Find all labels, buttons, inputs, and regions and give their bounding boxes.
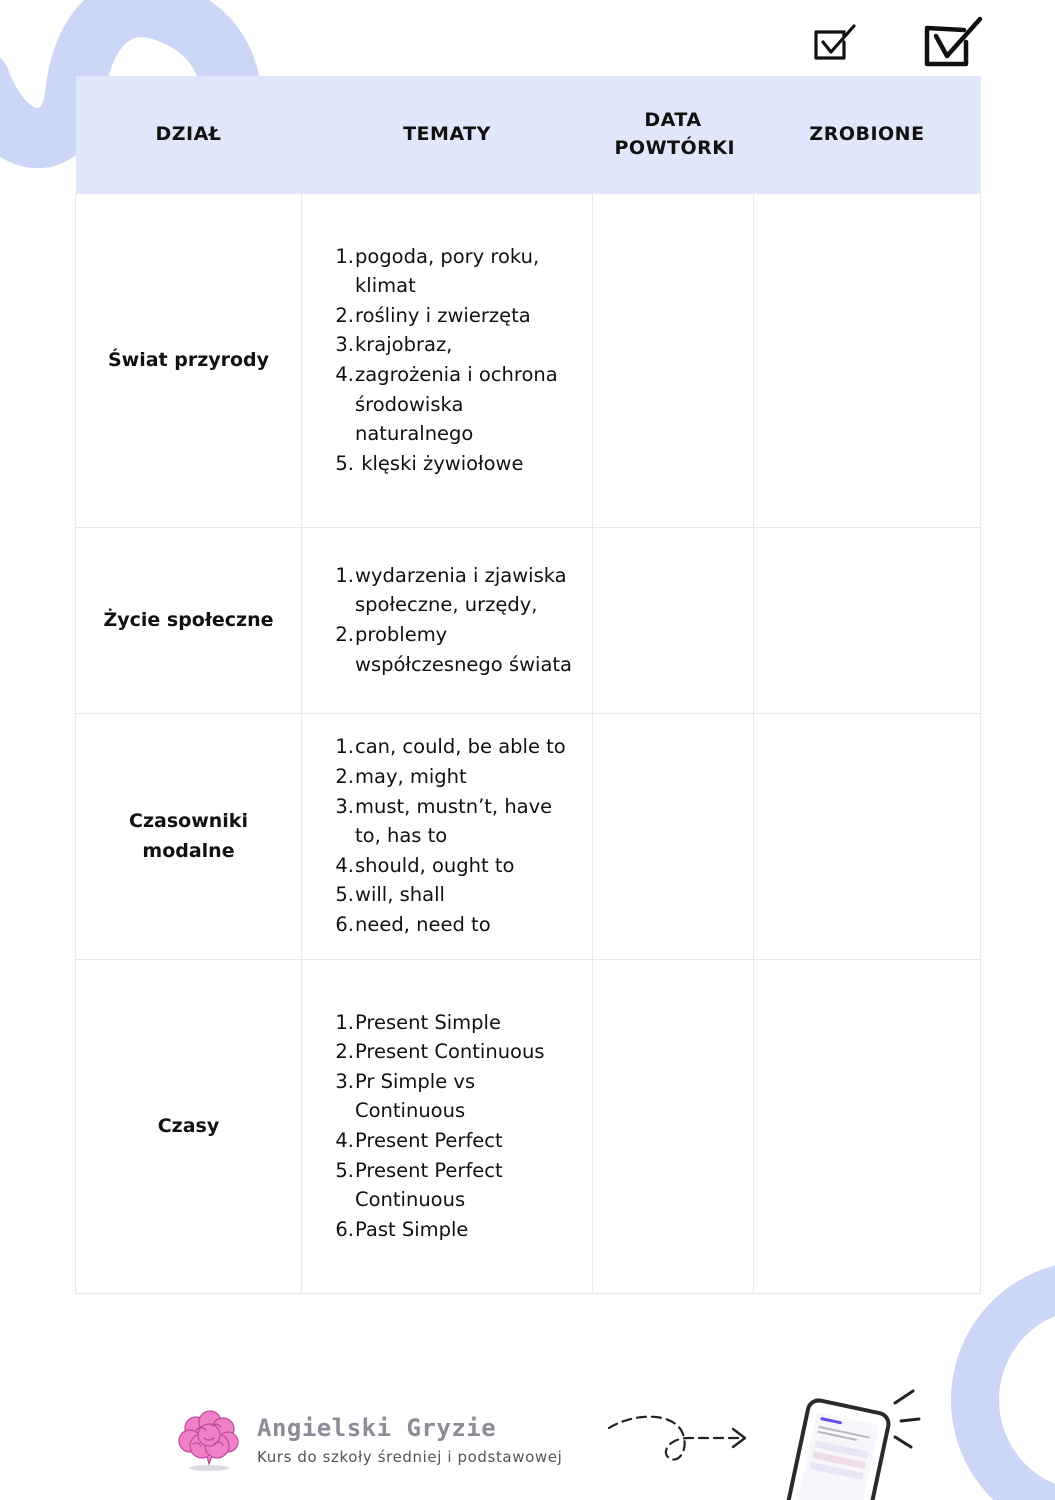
topic-number: 2. xyxy=(335,1040,354,1064)
header-section: DZIAŁ xyxy=(76,76,302,193)
topic-number: 6. xyxy=(335,912,354,936)
topic-text: krajobraz, xyxy=(355,333,453,357)
brand-tagline: Kurs do szkoły średniej i podstawowej xyxy=(257,1448,563,1466)
header-done: ZROBIONE xyxy=(754,76,981,193)
header-topics: TEMATY xyxy=(302,76,593,193)
done-cell[interactable] xyxy=(754,193,981,527)
list-item xyxy=(328,1067,582,1126)
topics-cell xyxy=(302,527,593,713)
topics-list xyxy=(328,1008,582,1245)
topics-list xyxy=(328,242,582,479)
topic-text: Present Continuous xyxy=(355,1040,545,1064)
brain-icon xyxy=(176,1408,242,1474)
topic-text: Pr Simple vs Continuous xyxy=(355,1069,482,1123)
checkbox-checked-icon xyxy=(920,14,986,70)
topic-number: 1. xyxy=(335,1010,354,1034)
revision-plan-table xyxy=(75,76,981,1294)
review-date-cell[interactable] xyxy=(593,193,754,527)
topic-text: Present Simple xyxy=(355,1010,501,1034)
list-item xyxy=(328,561,582,620)
review-date-cell[interactable] xyxy=(593,527,754,713)
list-item xyxy=(328,1037,582,1067)
list-item xyxy=(328,910,582,940)
section-cell: Życie społeczne xyxy=(76,527,302,713)
list-item xyxy=(328,1008,582,1038)
topic-number: 2. xyxy=(335,303,354,327)
list-item xyxy=(328,1156,582,1215)
section-cell: Czasowniki modalne xyxy=(76,713,302,959)
table-row xyxy=(76,193,981,527)
done-cell[interactable] xyxy=(754,527,981,713)
topic-number: 4. xyxy=(335,853,354,877)
topic-text: zagrożenia i ochrona środowiska naturalnego xyxy=(355,363,564,446)
table-row xyxy=(76,527,981,713)
done-cell[interactable] xyxy=(754,959,981,1293)
list-item xyxy=(328,762,582,792)
topics-cell xyxy=(302,713,593,959)
topic-text: Past Simple xyxy=(355,1217,469,1241)
section-cell: Czasy xyxy=(76,959,302,1293)
section-cell: Świat przyrody xyxy=(76,193,302,527)
topic-text: wydarzenia i zjawiska społeczne, urzędy, xyxy=(355,563,573,617)
topics-list xyxy=(328,732,582,939)
topic-text: rośliny i zwierzęta xyxy=(355,303,531,327)
topic-text: Present Perfect Continuous xyxy=(355,1158,509,1212)
topic-number: 6. xyxy=(335,1217,354,1241)
topics-cell xyxy=(302,959,593,1293)
topic-text: will, shall xyxy=(355,883,445,907)
list-item xyxy=(328,792,582,851)
topic-number: 2. xyxy=(335,765,354,789)
checkbox-checked-icon xyxy=(810,22,860,64)
list-item xyxy=(328,360,582,449)
review-date-cell[interactable] xyxy=(593,959,754,1293)
topic-text: Present Perfect xyxy=(355,1129,503,1152)
table-row xyxy=(76,959,981,1293)
topic-number: 3. xyxy=(335,794,354,818)
brand-name: Angielski Gryzie xyxy=(257,1414,497,1442)
done-cell[interactable] xyxy=(754,713,981,959)
list-item xyxy=(328,851,582,881)
topics-list xyxy=(328,561,582,679)
list-item xyxy=(328,301,582,331)
topic-number: 2. xyxy=(335,623,354,646)
list-item xyxy=(328,732,582,762)
topic-text: need, need to xyxy=(355,912,491,936)
topic-text: pogoda, pory roku, klimat xyxy=(355,244,546,298)
topic-number: 1. xyxy=(335,244,354,268)
topic-number: 3. xyxy=(335,1069,354,1093)
topic-text: klęski żywiołowe xyxy=(355,451,524,475)
smartphone-icon xyxy=(765,1385,930,1500)
topic-number: 3. xyxy=(335,333,354,357)
list-item xyxy=(328,880,582,910)
topic-number: 4. xyxy=(335,363,354,386)
table-body xyxy=(76,193,981,1293)
topic-text: can, could, be able to xyxy=(355,735,566,759)
review-date-cell[interactable] xyxy=(593,713,754,959)
brand-footer xyxy=(176,1408,596,1478)
curly-arrow-icon xyxy=(605,1408,755,1470)
topic-number: 5. xyxy=(335,883,354,907)
topic-text: must, mustn’t, have to, has to xyxy=(355,794,559,848)
list-item xyxy=(328,449,582,479)
topic-text: problemy współczesnego świata xyxy=(355,623,573,676)
list-item xyxy=(328,242,582,301)
header-review-date: DATA POWTÓRKI xyxy=(593,76,754,193)
topic-text: may, might xyxy=(355,765,467,789)
table-header-row xyxy=(76,76,981,193)
topic-number: 5. xyxy=(335,451,354,475)
topic-text: should, ought to xyxy=(355,853,515,877)
list-item xyxy=(328,1215,582,1245)
list-item xyxy=(328,330,582,360)
list-item xyxy=(328,1126,582,1156)
topic-number: 1. xyxy=(335,563,354,587)
table-row xyxy=(76,713,981,959)
topics-cell xyxy=(302,193,593,527)
topic-number: 4. xyxy=(335,1129,354,1152)
list-item xyxy=(328,620,582,679)
topic-number: 5. xyxy=(335,1158,354,1182)
topic-number: 1. xyxy=(335,735,354,759)
